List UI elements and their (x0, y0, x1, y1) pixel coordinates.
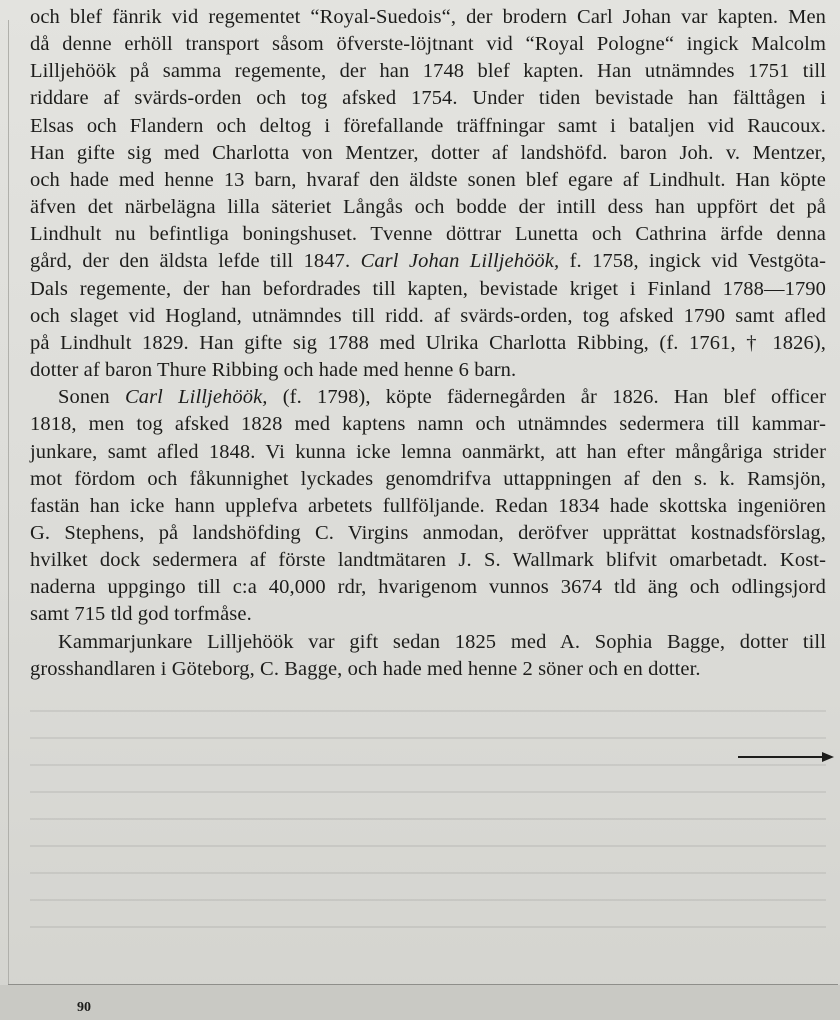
text-run: f. 1758, ingick vid Vestgöta- (569, 250, 827, 273)
paragraph-1 (30, 4, 826, 384)
text-line: G. Stephens, på landshöfding C. Virgins anmodan, deröfver upprättat kostnadsförslag, (30, 521, 826, 544)
text-line-mixed (30, 248, 826, 275)
text-run: Sonen (58, 386, 110, 409)
text-line: hvilket dock sedermera af förste landtmätaren J. S. Wallmark blifvit omarbetadt. Kost- (30, 549, 826, 572)
text-line: då denne erhöll transport såsom öfverste-löjtnant vid “Royal Pologne“ ingick Malcolm (30, 33, 826, 56)
bleed-through-text (30, 700, 826, 950)
text-line: och blef fänrik vid regementet “Royal-Suedois“, der brodern Carl Johan var kapten. Men (30, 6, 826, 28)
text-line: Lindhult nu befintliga boningshuset. Tvenne döttrar Lunetta och Cathrina ärfde denna (30, 223, 826, 246)
text-line: Kammarjunkare Lilljehöök var gift sedan 1825 med A. Sophia Bagge, dotter till (58, 630, 826, 653)
text-run: (f. 1798), köpte fädernegården år 1826. Han blef officer (282, 386, 827, 409)
text-line: Lilljehöök på samma regemente, der han 1748 blef kapten. Han utnämndes 1751 till (30, 60, 826, 83)
text-line: dotter af baron Thure Ribbing och hade med henne 6 barn. (30, 359, 517, 382)
paragraph-2 (30, 384, 826, 628)
text-line: och slaget vid Hogland, utnämndes till ridd. af svärds-orden, tog afsked 1790 samt afled (30, 304, 826, 327)
section-end-arrow (738, 754, 834, 760)
text-line: grosshandlaren i Göteborg, C. Bagge, och hade med henne 2 söner och en dotter. (30, 657, 701, 680)
italic-name: Carl Johan Lilljehöök, (360, 250, 560, 273)
text-line: 1818, men tog afsked 1828 med kaptens namn och utnämndes sedermera till kammar- (30, 413, 826, 436)
text-line-mixed (30, 384, 826, 411)
page-bottom-margin (0, 985, 840, 1020)
text-line: på Lindhult 1829. Han gifte sig 1788 med Ulrika Charlotta Ribbing, (f. 1761, † 1826), (30, 331, 826, 354)
text-line: mot fördom och fåkunnighet lyckades genomdrifva uttappningen af den s. k. Ramsjön, (30, 467, 826, 490)
text-line: samt 715 tld god torfmåse. (30, 603, 252, 626)
text-line: äfven det närbelägna lilla säteriet Långås och bodde der intill dess han uppfört det på (30, 196, 826, 219)
text-line: junkare, samt afled 1848. Vi kunna icke lemna oanmärkt, att han efter mångåriga strider (30, 440, 826, 463)
arrow-head-icon (822, 752, 834, 762)
page-number: 90 (77, 1000, 91, 1015)
paragraph-3 (30, 629, 826, 683)
arrow-shaft (738, 756, 828, 758)
text-line: och hade med henne 13 barn, hvaraf den äldste sonen blef egare af Lindhult. Han köpte (30, 168, 826, 191)
text-line: Dals regemente, der han befordrades till kapten, bevistade kriget i Finland 1788—1790 (30, 277, 826, 300)
text-line: riddare af svärds-orden och tog afsked 1754. Under tiden bevistade han fälttågen i (30, 87, 826, 110)
page-frame-left (8, 20, 9, 984)
body-text (30, 4, 826, 683)
text-line: Elsas och Flandern och deltog i förefallande träffningar samt i bataljen vid Raucoux. (30, 114, 826, 137)
text-line: fastän han icke hann upplefva arbetets fullföljande. Redan 1834 hade skottska ingeniören (30, 494, 826, 517)
italic-name: Carl Lilljehöök, (124, 386, 268, 409)
text-line: naderna uppgingo till c:a 40,000 rdr, hvarigenom vunnos 3674 tld äng och odlingsjord (30, 576, 826, 599)
text-run: gård, der den äldsta lefde till 1847. (30, 250, 351, 273)
text-line: Han gifte sig med Charlotta von Mentzer, dotter af landshöfd. baron Joh. v. Mentzer, (30, 141, 826, 164)
